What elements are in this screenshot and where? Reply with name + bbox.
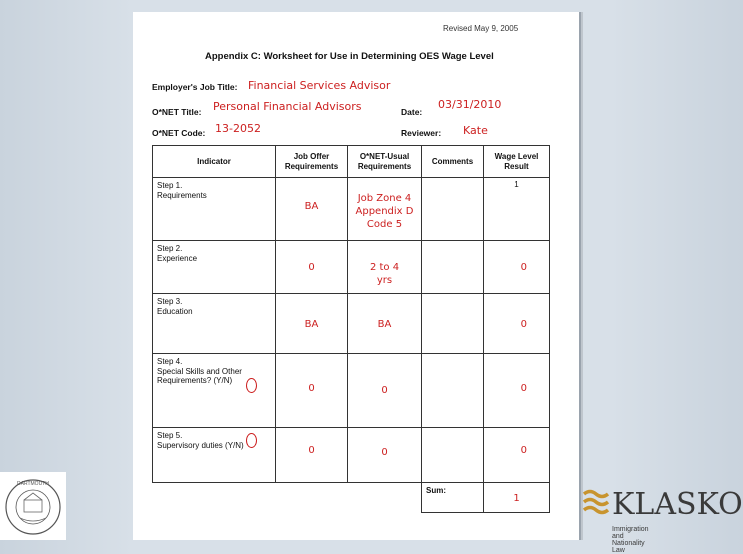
result-value: 0 [520, 383, 527, 394]
onet-value: 0 [381, 385, 388, 396]
comments-cell [422, 241, 484, 294]
result-value: 0 [520, 319, 527, 330]
klasko-tagline: Immigration and Nationality Law [612, 526, 649, 554]
sum-cell [484, 483, 550, 513]
job-offer-cell [276, 178, 348, 241]
result-cell [484, 241, 550, 294]
header-comments: Comments [422, 146, 484, 178]
step-number: Step 2. [157, 244, 183, 253]
step-name: Experience [157, 253, 198, 263]
header-wage-level: Wage Level Result [484, 146, 550, 178]
header-onet-usual: O*NET-Usual Requirements [348, 146, 422, 178]
header-job-offer: Job Offer Requirements [276, 146, 348, 178]
onet-cell [348, 428, 422, 483]
onet-cell [348, 294, 422, 354]
indicator-cell [153, 354, 276, 428]
indicator-cell [153, 241, 276, 294]
comments-cell [422, 294, 484, 354]
onet-cell [348, 178, 422, 241]
result-value: 1 [514, 180, 519, 189]
onet-code-value: 13-2052 [215, 122, 261, 135]
onet-title-value: Personal Financial Advisors [213, 100, 362, 113]
result-value: 0 [520, 262, 527, 273]
job-offer-value: 0 [308, 445, 315, 456]
step-name: Supervisory duties (Y/N) [157, 440, 244, 450]
job-offer-value: BA [304, 319, 319, 330]
result-cell [484, 354, 550, 428]
table-row-step5 [153, 428, 550, 483]
reviewer-label: Reviewer: [401, 128, 442, 138]
result-cell [484, 294, 550, 354]
klasko-logo [582, 487, 743, 554]
employer-job-title-value: Financial Services Advisor [248, 79, 391, 92]
table-row-step2 [153, 241, 550, 294]
job-offer-cell [276, 354, 348, 428]
revised-date: Revised May 9, 2005 [443, 24, 519, 33]
sum-value: 1 [513, 493, 520, 504]
worksheet-title: Appendix C: Worksheet for Use in Determining OES Wage Level [205, 51, 494, 62]
step-number: Step 5. [157, 431, 183, 440]
onet-cell [348, 354, 422, 428]
job-offer-value: 0 [308, 383, 315, 394]
seal-text: DARTMOUTH [17, 481, 49, 487]
indicator-cell [153, 178, 276, 241]
klasko-wordmark: KLASKO [612, 487, 743, 522]
n-circle-mark [246, 378, 257, 393]
indicator-cell [153, 294, 276, 354]
comments-cell [422, 178, 484, 241]
comments-cell [422, 354, 484, 428]
step-number: Step 1. [157, 181, 183, 190]
job-offer-value: 0 [308, 262, 315, 273]
job-offer-cell [276, 241, 348, 294]
date-label: Date: [401, 107, 423, 117]
table-row-step1 [153, 178, 550, 241]
job-offer-value: BA [304, 201, 319, 212]
dartmouth-seal-logo [0, 472, 66, 540]
onet-code-label: O*NET Code: [152, 128, 206, 138]
onet-value: Job Zone 4 Appendix D Code 5 [355, 193, 414, 230]
onet-cell [348, 241, 422, 294]
employer-job-title-label: Employer's Job Title: [152, 82, 238, 92]
step-number: Step 4. [157, 357, 183, 366]
wage-level-table [152, 145, 550, 513]
result-cell [484, 178, 550, 241]
step-name: Requirements [157, 190, 207, 200]
table-header-row [153, 146, 550, 178]
step-subtext: Requirements? (Y/N) [157, 376, 233, 385]
table-row-step4 [153, 354, 550, 428]
onet-value: 2 to 4 yrs [369, 262, 400, 286]
comments-cell [422, 428, 484, 483]
date-value: 03/31/2010 [438, 98, 502, 111]
n-circle-mark [246, 433, 257, 448]
onet-title-label: O*NET Title: [152, 107, 202, 117]
onet-value: BA [377, 319, 392, 330]
indicator-cell [153, 428, 276, 483]
reviewer-value: Kate [463, 124, 488, 137]
table-sum-row [153, 483, 550, 513]
sum-label: Sum: [422, 483, 484, 513]
table-row-step3 [153, 294, 550, 354]
klasko-mark-icon [582, 488, 610, 522]
step-number: Step 3. [157, 297, 183, 306]
onet-value: 0 [381, 447, 388, 458]
job-offer-cell [276, 428, 348, 483]
job-offer-cell [276, 294, 348, 354]
step-name: Special Skills and Other [157, 366, 242, 376]
result-value: 0 [520, 445, 527, 456]
step-name: Education [157, 306, 193, 316]
worksheet-page [133, 12, 579, 540]
result-cell [484, 428, 550, 483]
header-indicator: Indicator [153, 146, 276, 178]
